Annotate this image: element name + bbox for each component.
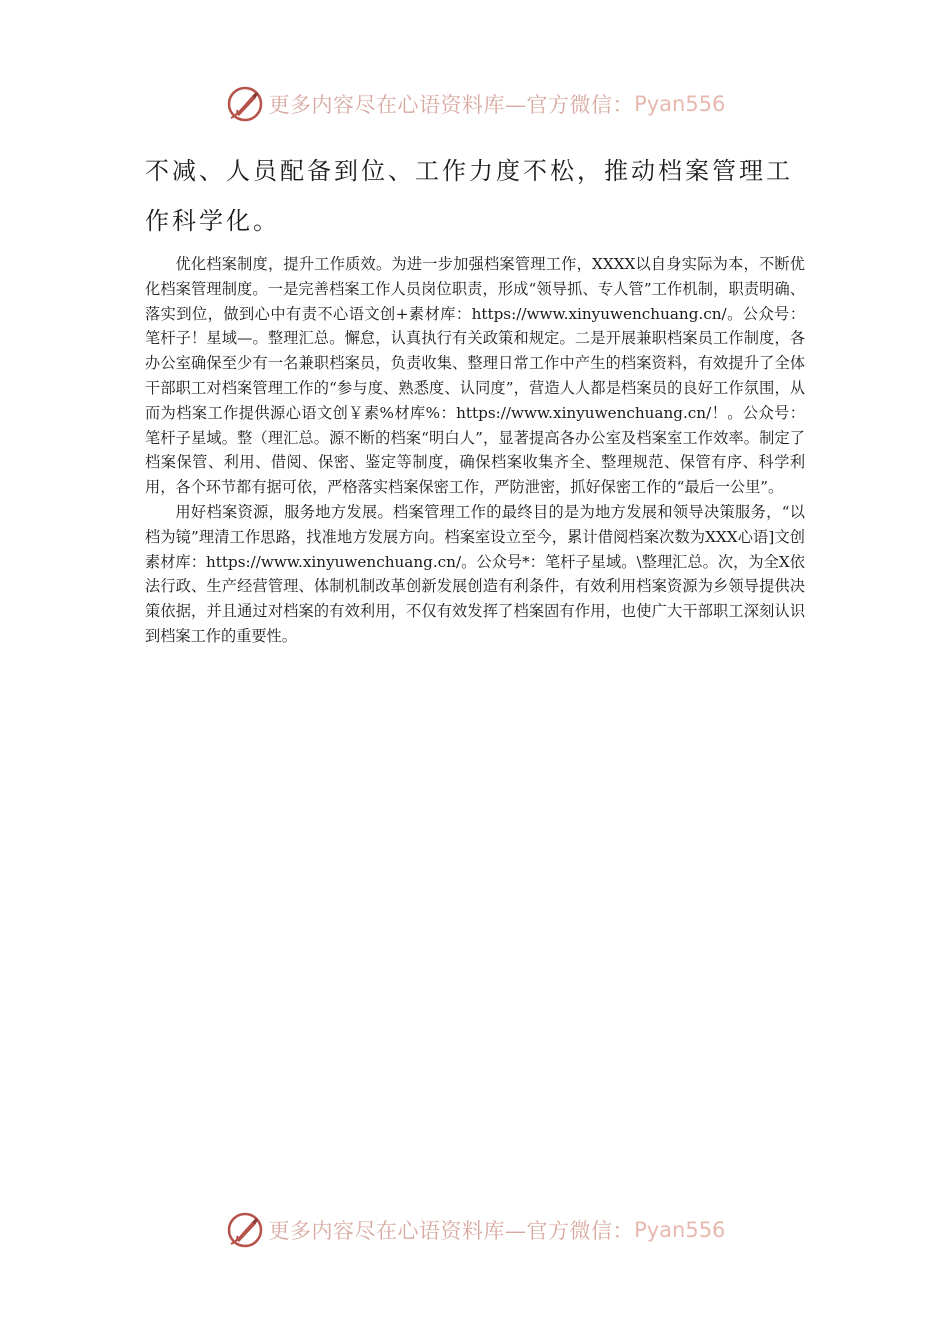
header-banner xyxy=(0,82,950,126)
document-body xyxy=(145,146,805,649)
lead-text: 不减、人员配备到位、工作力度不松，推动档案管理工作科学化。 xyxy=(145,157,793,235)
paragraph-archive-system: 优化档案制度，提升工作质效。为进一步加强档案管理工作，XXXX以自身实际为本，不断优化档案管理制度。一是完善档案工作人员岗位职责，形成“领导抓、专人管”工作机制，职责明确、落实到位，做到心中有责不心语文创+素材库：https://www.xinyuwenchuang.cn/。公众号：笔杆子！星域—。整理汇总。懈怠，认真执行有关政策和规定。二是开展兼职档案员工作制度，各办公室确保至少有一名兼职档案员，负责收集、整理日常工作中产生的档案资料，有效提升了全体干部职工对档案管理工作的“参与度、熟悉度、认同度”，营造人人都是档案员的良好工作氛围，从而为档案工作提供源心语文创￥素%材库%：https://www.xinyuwenchuang.cn/！。公众号：笔杆子星域。整（理汇总。源不断的档案“明白人”，显著提高各办公室及档案室工作效率。制定了档案保管、利用、借阅、保密、鉴定等制度，确保档案收集齐全、整理规范、保管有序、科学利用，各个环节都有据可依，严格落实档案保密工作，严防泄密，抓好保密工作的“最后一公里”。 xyxy=(145,255,805,497)
pen-logo-icon xyxy=(225,1210,265,1250)
paragraph-archive-resources: 用好档案资源，服务地方发展。档案管理工作的最终目的是为地方发展和领导决策服务，“以档为镜”理清工作思路，找准地方发展方向。档案室设立至今，累计借阅档案次数为XXX心语]文创素材库：https://www.xinyuwenchuang.cn/。公众号*：笔杆子星域。\整理汇总。次，为全X依法行政、生产经营管理、体制机制改革创新发展创造有利条件，有效利用档案资源为乡领导提供决策依据，并且通过对档案的有效利用，不仅有效发挥了档案固有作用，也使广大干部职工深刻认识到档案工作的重要性。 xyxy=(145,502,805,645)
banner-wechat-id: Pyan556 xyxy=(634,92,726,116)
banner-text: 更多内容尽在心语资料库—官方微信： xyxy=(268,93,635,117)
banner-wechat-id: Pyan556 xyxy=(634,1218,726,1242)
pen-logo-icon xyxy=(225,84,265,124)
footer-banner xyxy=(0,1208,950,1252)
banner-text: 更多内容尽在心语资料库—官方微信： xyxy=(268,1219,635,1243)
